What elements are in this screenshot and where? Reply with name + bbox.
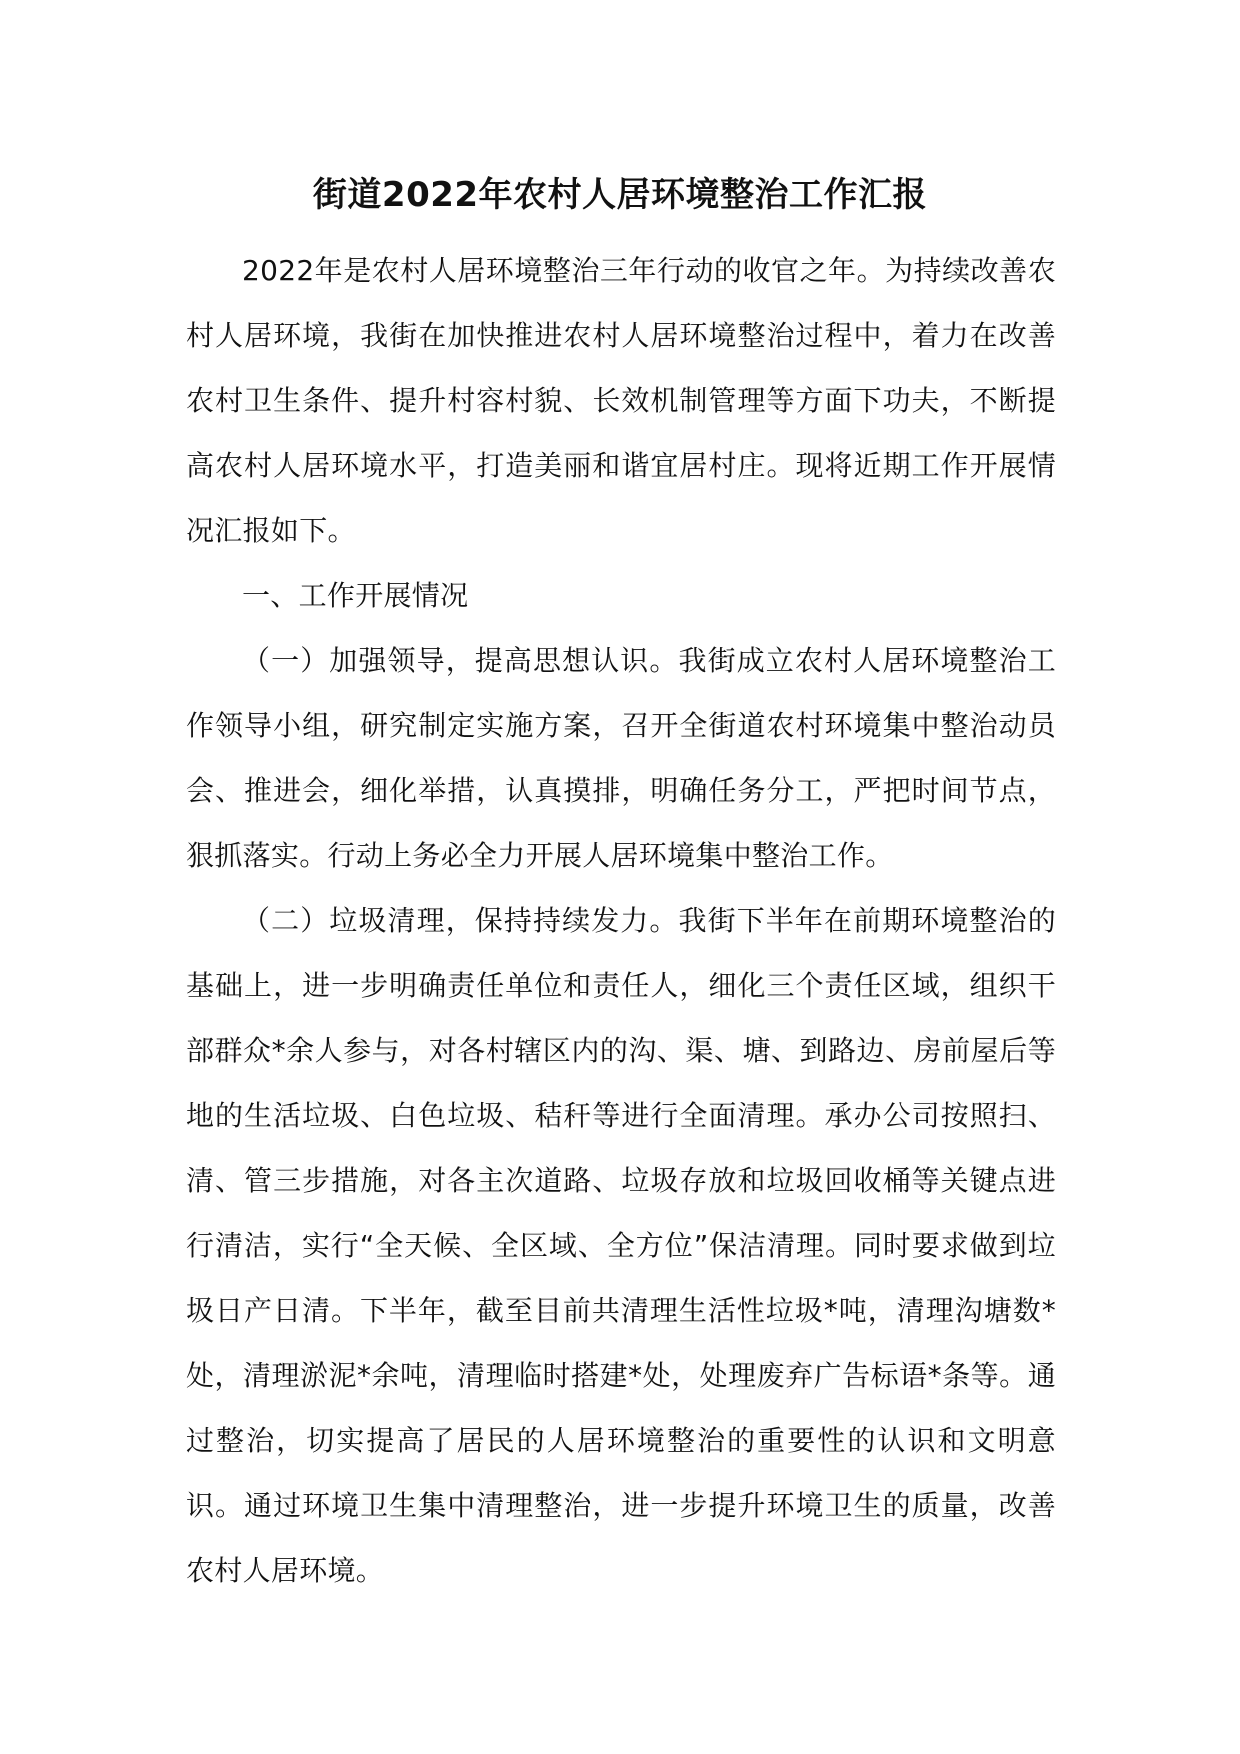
intro-paragraph: 2022年是农村人居环境整治三年行动的收官之年。为持续改善农村人居环境，我街在加快推进农村人居环境整治过程中，着力在改善农村卫生条件、提升村容村貌、长效机制管理等方面下功夫，不断提高农村人居环境水平，打造美丽和谐宜居村庄。现将近期工作开展情况汇报如下。	[186, 254, 1056, 547]
leadership-paragraph: （一）加强领导，提高思想认识。我街成立农村人居环境整治工作领导小组，研究制定实施方案，召开全街道农村环境集中整治动员会、推进会，细化举措，认真摸排，明确任务分工，严把时间节点，狠抓落实。行动上务必全力开展人居环境集中整治工作。	[186, 644, 1056, 872]
section-heading-work-progress: 一、工作开展情况	[242, 579, 469, 612]
document-title: 街道2022年农村人居环境整治工作汇报	[312, 175, 928, 215]
document-body	[186, 238, 1056, 1603]
garbage-cleanup-paragraph: （二）垃圾清理，保持持续发力。我街下半年在前期环境整治的基础上，进一步明确责任单位和责任人，细化三个责任区域，组织干部群众*余人参与，对各村辖区内的沟、渠、塘、到路边、房前屋后等地的生活垃圾、白色垃圾、秸秆等进行全面清理。承办公司按照扫、清、管三步措施，对各主次道路、垃圾存放和垃圾回收桶等关键点进行清洁，实行“全天候、全区域、全方位”保洁清理。同时要求做到垃圾日产日清。下半年，截至目前共清理生活性垃圾*吨，清理沟塘数*处，清理淤泥*余吨，清理临时搭建*处，处理废弃广告标语*条等。通过整治，切实提高了居民的人居环境整治的重要性的认识和文明意识。通过环境卫生集中清理整治，进一步提升环境卫生的质量，改善农村人居环境。	[186, 904, 1056, 1587]
